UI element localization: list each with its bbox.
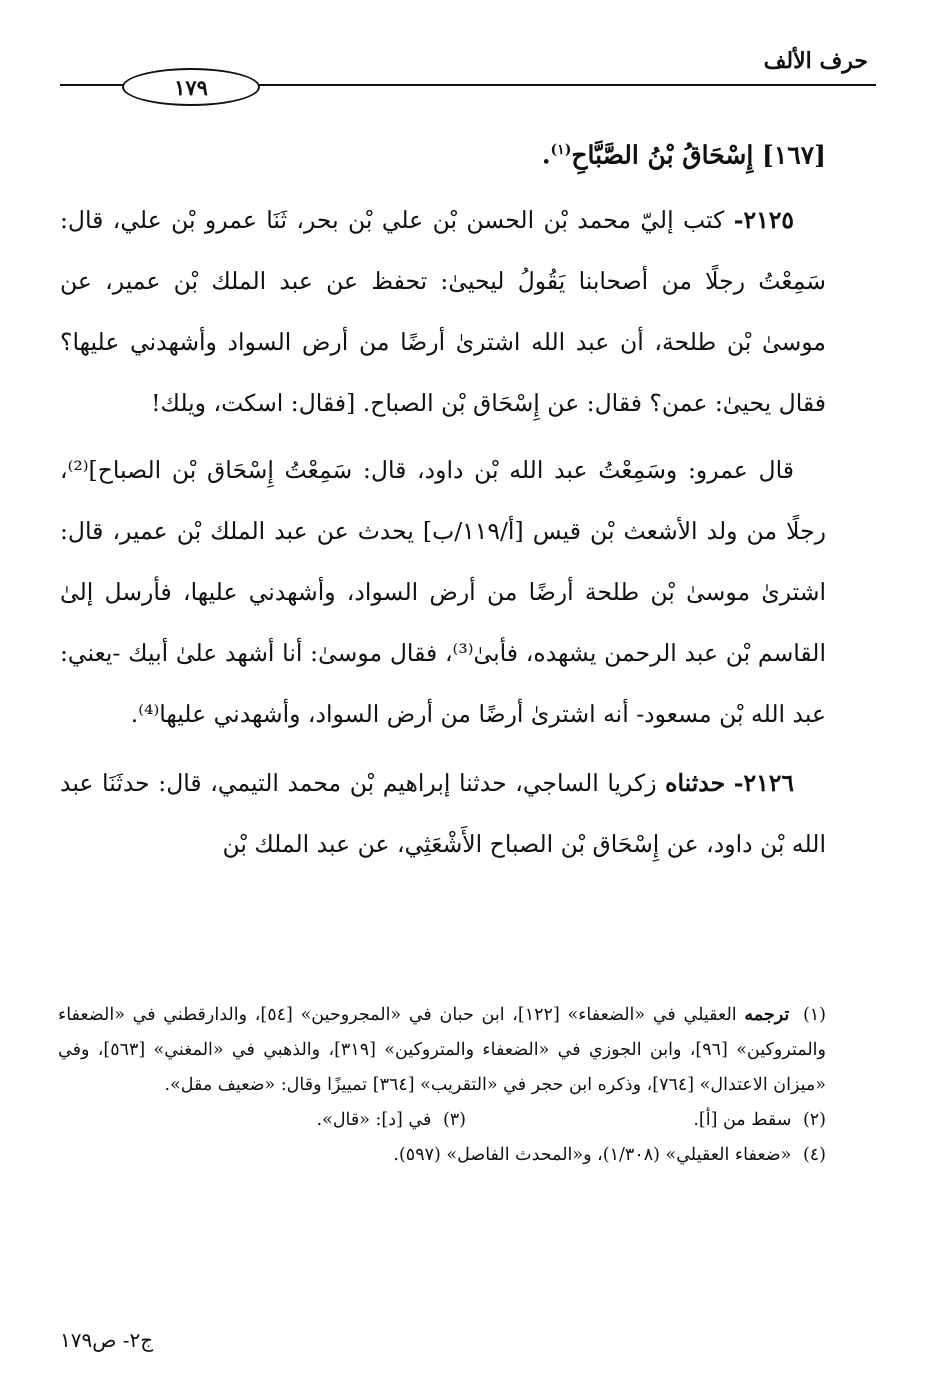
entry-heading: [60, 125, 826, 180]
page-number-badge: ١٧٩: [122, 68, 260, 106]
paragraph-2125: [60, 190, 826, 434]
footnote-4: [58, 1138, 826, 1173]
paragraph-text: كتب إليّ محمد بْن الحسن بْن علي بْن بحر، ثَنَا عمرو بْن علي، قال: سَمِعْتُ رجلًا من أصحابنا يَقُولُ ليحيىٰ: تحفظ عن عبد الملك بْن عمير، عن موسىٰ بْن طلحة، أن عبد الله اشترىٰ أرضًا من أرض السواد وأشهدني عليها؟ فقال يحيىٰ: عمن؟ فقال: عن إِسْحَاق بْن الصباح. [فقال: اسكت، ويلك!: [60, 206, 826, 418]
footnote-text: سقط من [أ].: [693, 1110, 792, 1130]
paragraph-lead: حدثناه: [665, 769, 726, 798]
hadith-number: ٢١٢٦-: [733, 769, 794, 798]
entry-end: .: [541, 140, 551, 170]
footnote-1: [58, 998, 826, 1103]
paragraph-text: زكريا الساجي، حدثنا إبراهيم بْن محمد التيمي، قال: حدثَنَا عبد الله بْن داود، عن إِسْحَاق بْن الصباح الأَشْعَثِي، عن عبد الملك بْن: [60, 769, 826, 859]
footnote-text: في [د]: «قال».: [316, 1110, 432, 1130]
footnote-number: (٢): [802, 1110, 826, 1130]
entry-name: إِسْحَاقُ بْنُ الصَّبَّاحِ: [571, 140, 754, 170]
footnotes: [58, 998, 826, 1173]
hadith-number: ٢١٢٥-: [733, 206, 794, 235]
page-footer: ج٢- ص١٧٩: [60, 1328, 154, 1352]
running-title: حرف الألف: [763, 48, 868, 74]
entry-number: [١٦٧]: [762, 140, 826, 170]
footnote-text: «ضعفاء العقيلي» (١/٣٠٨)، و«المحدث الفاصل» (٥٩٧).: [393, 1145, 792, 1165]
footnote-number: (٤): [802, 1145, 826, 1165]
entry-note-ref: (١): [550, 142, 572, 158]
footnote-lead: ترجمه: [744, 1005, 790, 1025]
footnote-number: (١): [802, 1005, 826, 1025]
page-header: [60, 48, 876, 108]
footnote-2: [466, 1103, 826, 1138]
footnote-number: (٣): [442, 1110, 466, 1130]
paragraph-2126: [60, 753, 826, 875]
paragraph-continuation: [60, 440, 826, 745]
main-text: [60, 125, 826, 881]
footnote-row-2-3: [58, 1103, 826, 1138]
footnote-3: [317, 1103, 466, 1138]
paragraph-text: قال عمرو: وسَمِعْتُ عبد الله بْن داود، قال: سَمِعْتُ إِسْحَاق بْن الصباح]⁽²⁾، رجلًا من ولد الأشعث بْن قيس [أ/١١٩/ب] يحدث عن عبد الملك بْن عمير، قال: اشترىٰ موسىٰ بْن طلحة أرضًا من أرض السواد، وأشهدني عليها، فأرسل إلىٰ القاسم بْن عبد الرحمن يشهده، فأبىٰ⁽³⁾، فقال موسىٰ: أنا أشهد علىٰ أبيك -يعني: عبد الله بْن مسعود- أنه اشترىٰ أرضًا من أرض السواد، وأشهدني عليها⁽⁴⁾.: [60, 456, 827, 729]
footnote-text: العقيلي في «الضعفاء» [١٢٢]، ابن حبان في «المجروحين» [٥٤]، والدارقطني في «الضعفاء والمتروكين» [٩٦]، وابن الجوزي في «الضعفاء والمتروكين» [٣١٩]، والذهبي في «المغني» [٥٦٣]، وفي «ميزان الاعتدال» [٧٦٤]، وذكره ابن حجر في «التقريب» [٣٦٤] تمييزًا وقال: «ضعيف مقل».: [58, 1005, 826, 1095]
